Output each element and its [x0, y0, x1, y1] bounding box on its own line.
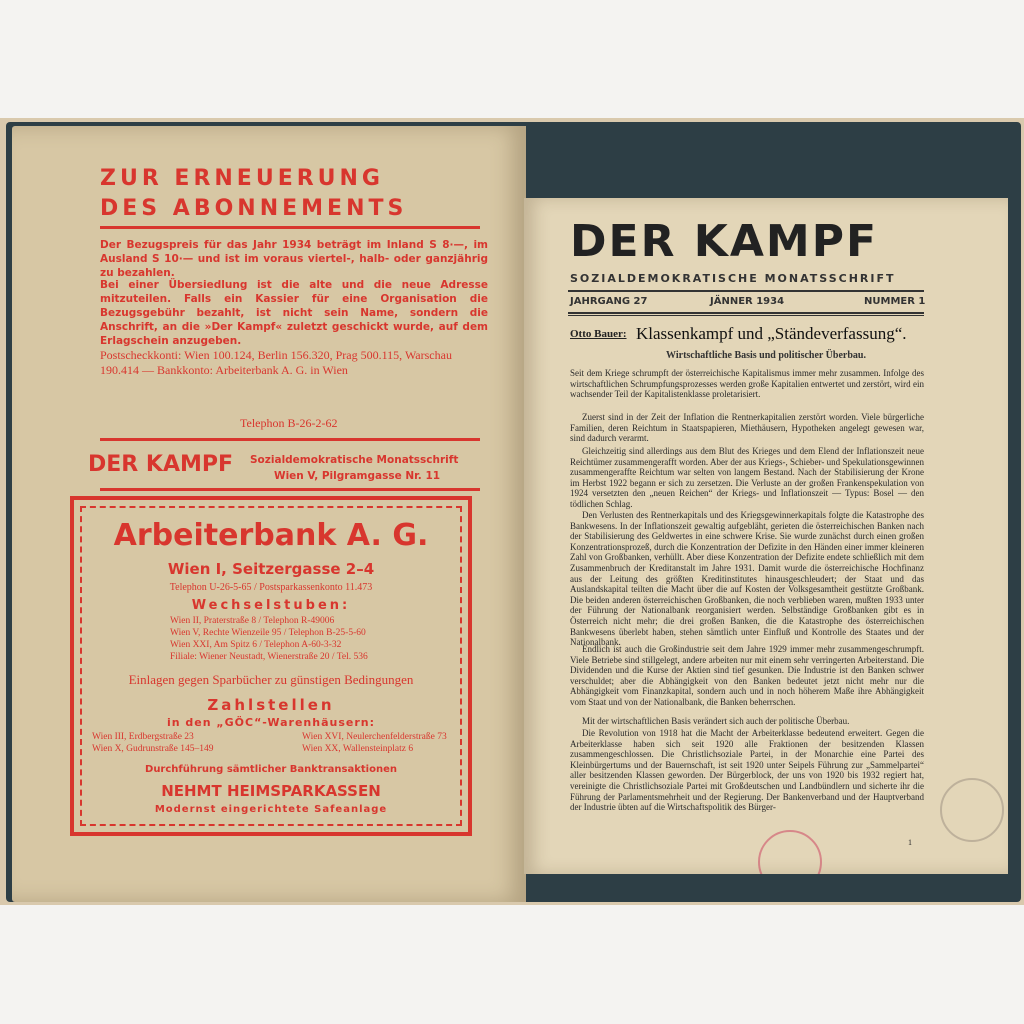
article-paragraph: Endlich ist auch die Großindustrie seit dem Jahre 1929 immer mehr zusammengeschrumpft. Viele Betriebe sind stillgelegt, andere arbeiten nur mit einem sehr verringerten Arbeiterstand. Die Dividenden und die Kurse der Aktien sind tief gesunken. Die Industrie ist den Banken schwer verschuldet; aber die Abhängigkeit von den Banken bedeutet jetzt nicht mehr nur die Abhängigkeit vom Finanzkapital, sondern auch und in noch höherem Maße ihre Abhängigkeit vom Staat und von der Nationalbank, die Banken beherrschen. [570, 644, 924, 707]
bank-address: Wien I, Seitzergasse 2–4 [167, 560, 375, 578]
zahlstelle-left: Wien III, Erdbergstraße 23 [92, 732, 194, 742]
subscription-price-text: Der Bezugspreis für das Jahr 1934 beträgt im Inland S 8·—, im Ausland S 10·— und ist im voraus viertel-, halb- oder ganzjährig zu bezahlen. [100, 239, 488, 279]
kampf-address: Wien V, Pilgramgasse Nr. 11 [274, 470, 441, 482]
zahlstelle-right: Wien XX, Wallensteinplatz 6 [302, 744, 414, 754]
address-change-text: Bei einer Übersiedlung ist die alte und die neue Adresse mitzuteilen. Falls ein Kassier für eine Organisation die Bezugsgebühr bezahlt, ist nicht sein Name, sondern die Anschrift, an die »Der Kampf« zuletzt geschickt wurde, auf dem Erlagschein anzugeben. [100, 279, 488, 347]
zahlstellen-heading: Zahlstellen [207, 696, 335, 714]
library-stamp-grey [940, 778, 1004, 842]
article-paragraph: Mit der wirtschaftlichen Basis verändert sich auch der politische Überbau. [582, 716, 850, 726]
kampf-rule-top [100, 438, 480, 441]
kampf-logo: DER KAMPF [88, 452, 234, 477]
left-heading-line2: DES ABONNEMENTS [100, 196, 408, 221]
kampf-subtitle: Sozialdemokratische Monatsschrift [250, 454, 459, 466]
zahlstelle-left: Wien X, Gudrunstraße 145–149 [92, 744, 214, 754]
telephone-text: Telephon B-26-2-62 [240, 416, 338, 430]
magazine-title: DER KAMPF [570, 216, 879, 267]
author-name: Otto Bauer: [570, 328, 627, 340]
background-top [0, 0, 1024, 118]
article-paragraph: Seit dem Kriege schrumpft der österreichische Kapitalismus immer mehr zusammen. Infolge des wirtschaftlichen Schrumpfungsprozesses werden große Kapitalien entwertet und zerstört, wird ein wachsender Teil der Kapitalistenklasse proletarisiert. [570, 368, 924, 400]
article-paragraph: Gleichzeitig sind allerdings aus dem Blut des Krieges und dem Elend der Inflationszeit neue Reichtümer zusammengerafft worden. Aber der aus Kriegs-, Schieber- und Spekulationsgewinnen zusammengeraffte Reichtum war selten von langem Bestand. Nach der Stabilisierung der Krone im Herbst 1922 begann er sich zu zersetzen. Die Verluste an der großen Frankenspekulation von 1924 versetzten den „neuen Reichen“ der Kriegs- und Inflationszeit — Typus: Bosel — den tödlichen Schlag. [570, 446, 924, 509]
kampf-rule-bottom [100, 488, 480, 491]
postscheck-text: Postscheckkonti: Wien 100.124, Berlin 156.320, Prag 500.115, Warschau 190.414 — Bankkonto: Arbeiterbank A. G. in Wien [100, 348, 452, 377]
safeanlage-text: Modernst eingerichtete Safeanlage [154, 804, 388, 815]
magazine-subtitle: SOZIALDEMOKRATISCHE MONATSSCHRIFT [570, 272, 896, 285]
heimsparkassen-text: NEHMT HEIMSPARKASSEN [161, 782, 381, 800]
article-paragraph: Den Verlusten des Rentnerkapitals und des Kriegsgewinnerkapitals folgte die Katastrophe des Bankwesens. In der Inflationszeit gewaltig aufgebläht, gerieten die österreichischen Banken nach der Stabilisierung des Geldwertes in eine schwere Krise. Sie wurde zunächst durch einen großen Konzentrationsprozeß, durch die Konzentration der Defizite in den Händen einer immer kleineren Zahl von Großbanken, verhüllt. Aber diese Konzentration der Defizite endete schließlich mit dem Zusammenbruch der Kreditanstalt im Jahre 1931. Damit wurde die österreichische Hochfinanz aus der Leitung des größten Kreditinstitutes hinausgeschleudert; der Staat und das Auslandskapital teilten die Macht über die auf Kosten der Volksgesamtheit gestützte Großbank. Die beiden anderen österreichischen Großbanken, die noch verblieben waren, mußten 1933 unter der Führung der Nationalbank reorganisiert werden. Selbständige Großbanken gibt es in Österreich nicht mehr; die drei großen Banken, die die Katastrophe des österreichischen Bankwesens überlebt haben, stehen sämtlich unter Einfluß und Kontrolle des Staates und der Nationalbank. [570, 510, 924, 648]
article-headline: Klassenkampf und „Ständeverfassung“. [636, 324, 907, 343]
wechsel-line: Wien V, Rechte Wienzeile 95 / Telephon B-25-5-60 [170, 628, 366, 638]
article-subheadline: Wirtschaftliche Basis und politischer Überbau. [666, 350, 866, 361]
bank-phone: Telephon U-26-5-65 / Postsparkassenkonto 11.473 [169, 582, 373, 593]
arbeiterbank-ad [70, 496, 472, 836]
issue-number: NUMMER 1 [864, 296, 926, 307]
zahlstellen-sub: in den „GÖC“-Warenhäusern: [166, 716, 376, 729]
page-number: 1 [908, 838, 912, 847]
masthead-rule-bottom-thin [568, 315, 924, 316]
einlagen-text: Einlagen gegen Sparbücher zu günstigen Bedingungen [128, 672, 414, 687]
masthead-rule-top [568, 290, 924, 292]
wechsel-line: Filiale: Wiener Neustadt, Wienerstraße 20 / Tel. 536 [170, 652, 368, 662]
wechsel-line: Wien XXI, Am Spitz 6 / Telephon A-60-3-32 [170, 640, 342, 650]
issue-month: JÄNNER 1934 [710, 296, 785, 307]
library-stamp-red [758, 830, 822, 874]
jahrgang-label: JAHRGANG 27 [570, 296, 648, 307]
wechsel-line: Wien II, Praterstraße 8 / Telephon R-49006 [170, 616, 335, 626]
zahlstelle-right: Wien XVI, Neulerchenfelderstraße 73 [302, 732, 447, 742]
bank-name: Arbeiterbank A. G. [113, 518, 429, 553]
ad-inner-border [80, 506, 462, 826]
left-heading-line1: ZUR ERNEUERUNG [100, 166, 384, 191]
article-paragraph: Zuerst sind in der Zeit der Inflation die Rentnerkapitalien zerstört worden. Viele bürgerliche Familien, deren Reichtum in Staatspapieren, Miethäusern, Hypotheken angelegt gewesen war, sind dadurch verarmt. [570, 412, 924, 444]
article-paragraph: Die Revolution von 1918 hat die Macht der Arbeiterklasse bedeutend erweitert. Gegen die Arbeiterklasse haben sich seit 1920 alle Fraktionen der besitzenden Klassen zusammengeschlossen. Die Christlichsoziale Partei, in der Monarchie eine Partei des Kleinbürgertums und der Bauernschaft, ist seit 1920 unter Seipels Führung zur „Sammelpartei“ aller besitzenden Klassen geworden. Der Bürgerblock, der uns von 1920 bis 1932 regiert hat, vereinigte die Christlichsoziale Partei mit Großdeutschen und Landbündlern und sicherte ihr die Führung der Parlamentsmehrheit und der Regierung. Der Bankenverband und der Hauptverband der Industrie übten auf die Wirtschaftspolitik des Bürger- [570, 728, 924, 813]
background-bottom [0, 905, 1024, 1024]
left-page [12, 126, 526, 902]
right-page [524, 198, 1008, 874]
heading-rule [100, 226, 480, 229]
masthead-rule-bottom [568, 312, 924, 314]
wechselstuben-heading: Wechselstuben: [191, 598, 351, 613]
durchfuehrung-text: Durchführung sämtlicher Banktransaktionen [145, 764, 397, 775]
